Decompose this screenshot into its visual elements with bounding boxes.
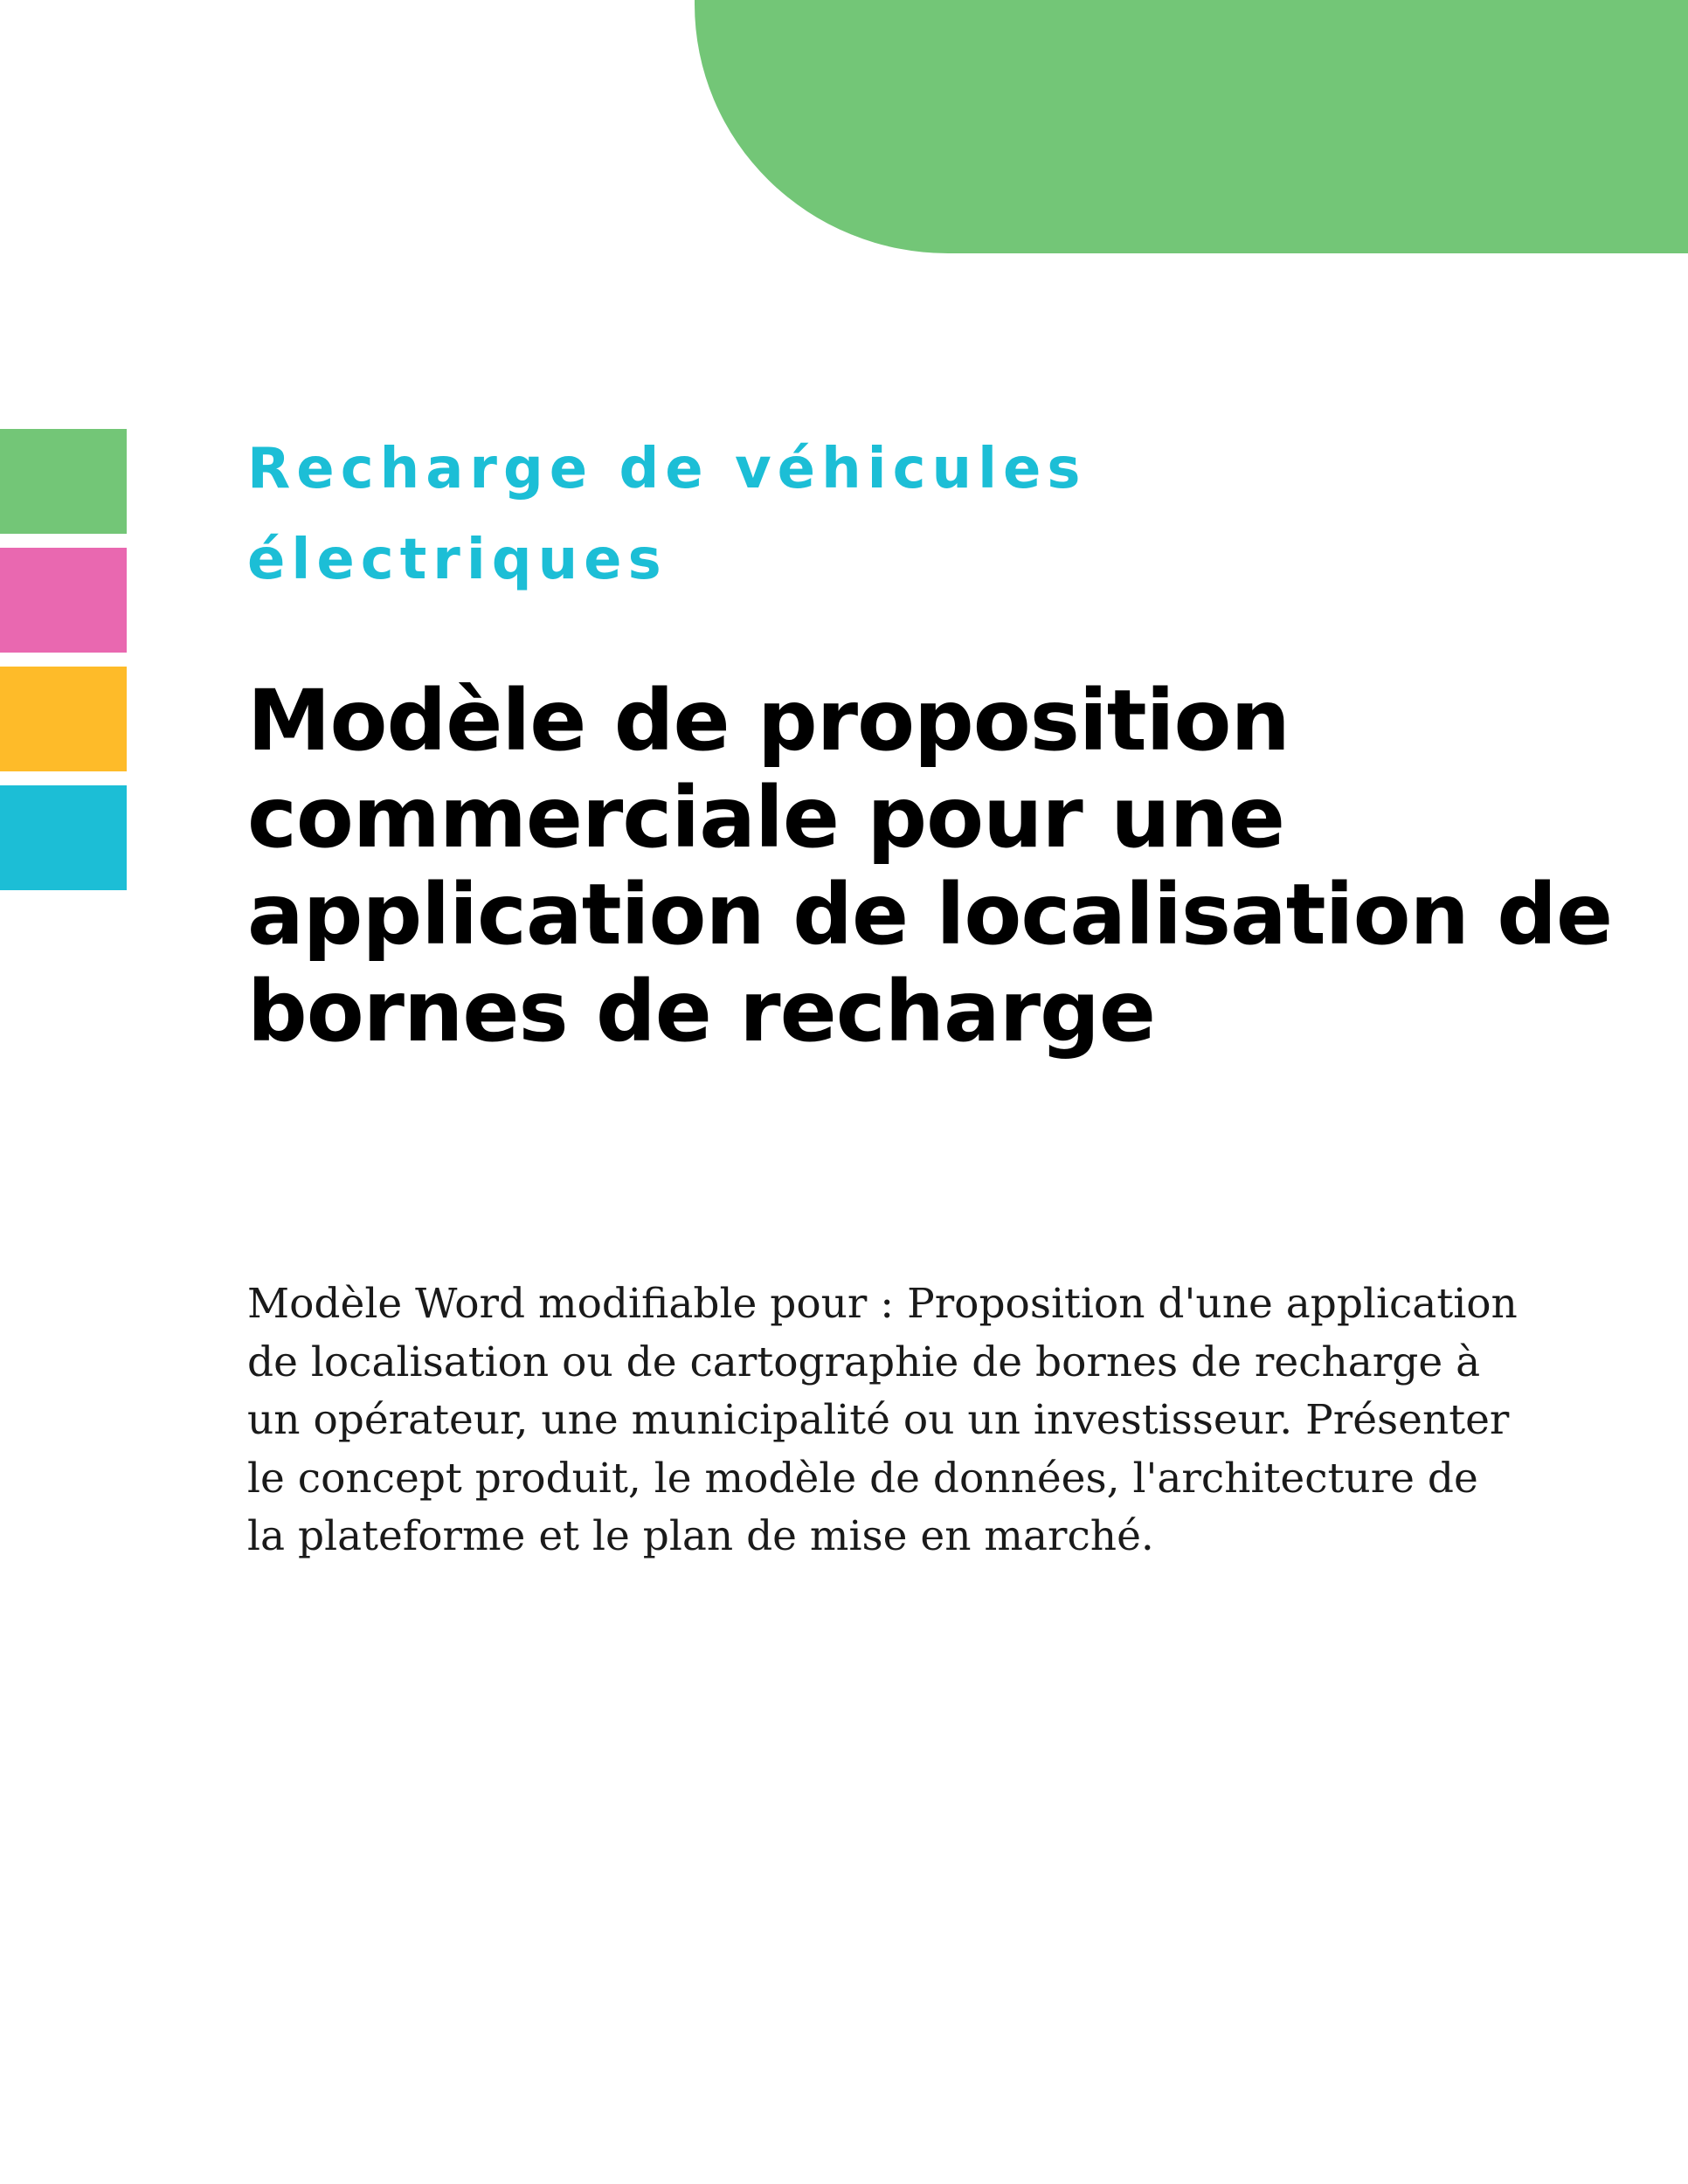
category-label: Recharge de véhicules électriques bbox=[247, 437, 1087, 592]
color-stripe-yellow bbox=[0, 667, 127, 771]
document-description: Modèle Word modifiable pour : Proposition d'une application de localisation ou de cartographie de bornes de recharge à un opérateur, une municipalité ou un investisseur. Présenter le concept produit, le modèle de données, l'architecture de la plateforme et le plan de mise en marché. bbox=[247, 1280, 1518, 1560]
color-stripe-pink bbox=[0, 548, 127, 653]
color-stripe-green bbox=[0, 429, 127, 534]
document-title: Modèle de proposition commerciale pour une application de localisation de bornes de recharge bbox=[247, 672, 1613, 1061]
color-stripe-cyan bbox=[0, 785, 127, 890]
decorative-green-shape bbox=[695, 0, 1688, 253]
